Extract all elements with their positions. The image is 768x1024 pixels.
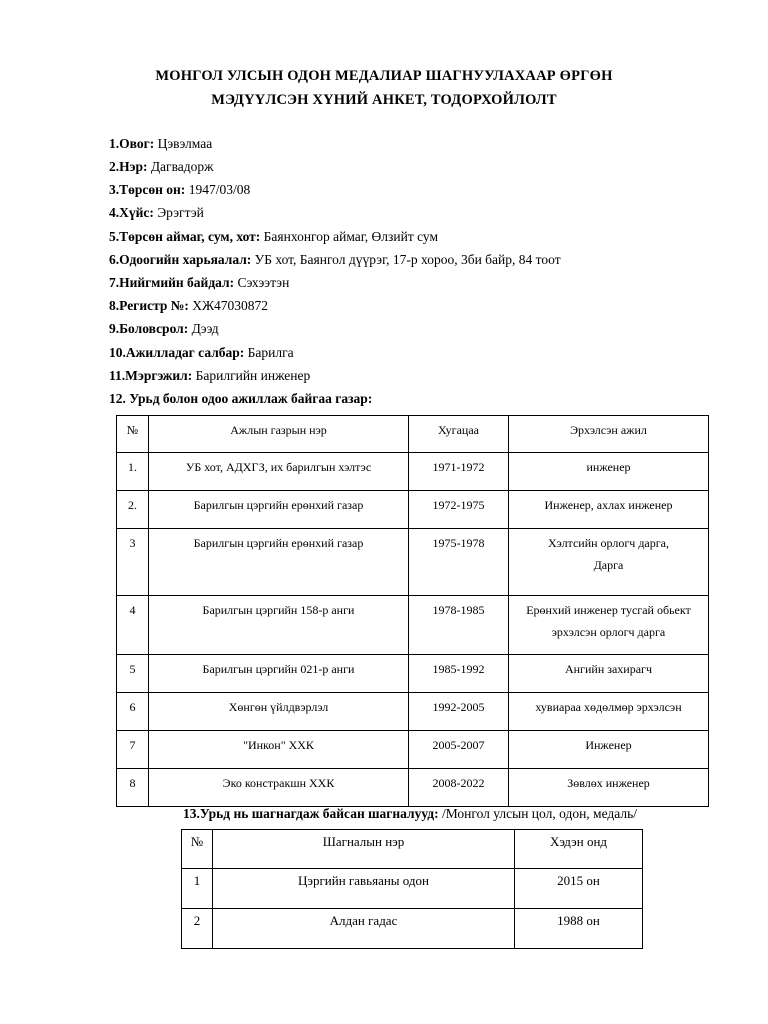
role-line1: Ерөнхий инженер тусгай обьект [526,603,691,617]
cell-award-name: Алдан гадас [213,909,515,949]
cell-workplace: Барилгын цэргийн ерөнхий газар [149,529,409,596]
field-label: 2.Нэр: [109,159,148,174]
field-label: 8.Регистр №: [109,298,189,313]
header-number: № [117,416,149,453]
field-label: 12. Урьд болон одоо ажиллаж байгаа газар: [109,391,373,406]
header-role: Эрхэлсэн ажил [509,416,709,453]
field-profession [109,368,310,384]
cell-period: 2005-2007 [409,731,509,769]
field-value: Эрэгтэй [157,205,204,220]
cell-number: 3 [117,529,149,596]
field-social-status [109,275,289,291]
field-value: Сэхээтэн [237,275,290,290]
cell-workplace: Хөнгөн үйлдвэрлэл [149,693,409,731]
cell-role [509,596,709,655]
cell-number: 6 [117,693,149,731]
table-row [182,909,643,949]
cell-workplace: Барилгын цэргийн 021-р анги [149,655,409,693]
document-title-line1: МОНГОЛ УЛСЫН ОДОН МЕДАЛИАР ШАГНУУЛАХААР ӨРГӨН [155,68,613,84]
field-value: ХЖ47030872 [192,298,269,313]
cell-period: 1972-1975 [409,491,509,529]
table-row [117,491,709,529]
cell-period: 1992-2005 [409,693,509,731]
cell-award-year: 1988 он [515,909,643,949]
field-birth-year [109,182,250,198]
field-label: 4.Хүйс: [109,205,154,220]
field-label: 1.Овог: [109,136,155,151]
cell-role: Зөвлөх инженер [509,769,709,807]
cell-role: Инженер [509,731,709,769]
awards-table [181,829,643,949]
header-period: Хугацаа [409,416,509,453]
cell-workplace: "Инкон" ХХК [149,731,409,769]
cell-number: 8 [117,769,149,807]
cell-award-name: Цэргийн гавьяаны одон [213,869,515,909]
cell-period: 1978-1985 [409,596,509,655]
awards-heading-note: /Монгол улсын цол, одон, медаль/ [441,806,638,821]
table-header-row [117,416,709,453]
cell-number: 5 [117,655,149,693]
role-line2: Дарга [593,558,624,572]
field-birthplace [109,229,438,245]
field-label: 11.Мэргэжил: [109,368,193,383]
cell-role: хувиараа хөдөлмөр эрхэлсэн [509,693,709,731]
field-surname [109,136,212,152]
header-award-year: Хэдэн онд [515,830,643,869]
cell-role [509,529,709,596]
header-workplace: Ажлын газрын нэр [149,416,409,453]
table-row [182,869,643,909]
field-label: 5.Төрсөн аймаг, сум, хот: [109,229,261,244]
role-line1: Хэлтсийн орлогч дарга, [547,536,670,550]
field-label: 7.Нийгмийн байдал: [109,275,235,290]
field-label: 3.Төрсөн он: [109,182,186,197]
cell-workplace: Барилгын цэргийн ерөнхий газар [149,491,409,529]
work-history-table [116,415,709,807]
awards-heading [0,806,768,822]
field-register-number [109,298,268,314]
field-value: Баянхонгор аймаг, Өлзийт сум [263,229,439,244]
field-label: 9.Боловсрол: [109,321,189,336]
cell-number: 7 [117,731,149,769]
field-value: Цэвэлмаа [157,136,213,151]
table-row [117,731,709,769]
cell-number: 1. [117,453,149,491]
awards-heading-label: 13.Урьд нь шагнагдаж байсан шагналууд: [182,806,439,821]
cell-role: Ангийн захирагч [509,655,709,693]
field-value: УБ хот, Баянгол дүүрэг, 17-р хороо, 3би байр, 84 тоот [254,252,561,267]
document-title-line2: МЭДҮҮЛСЭН ХҮНИЙ АНКЕТ, ТОДОРХОЙЛОЛТ [211,92,557,108]
cell-period: 1985-1992 [409,655,509,693]
role-line2: эрхэлсэн орлогч дарга [551,625,666,639]
cell-workplace: УБ хот, АДХГЗ, их барилгын хэлтэс [149,453,409,491]
field-value: Дагвадорж [150,159,214,174]
cell-role: Инженер, ахлах инженер [509,491,709,529]
table-row [117,596,709,655]
cell-number: 2. [117,491,149,529]
field-education [109,321,219,337]
field-value: Барилга [247,345,294,360]
field-sector [109,345,294,361]
table-row [117,529,709,596]
field-value: Барилгийн инженер [195,368,311,383]
cell-workplace: Барилгын цэргийн 158-р анги [149,596,409,655]
table-row [117,769,709,807]
cell-period: 1975-1978 [409,529,509,596]
cell-period: 2008-2022 [409,769,509,807]
table-row [117,655,709,693]
field-label: 6.Одоогийн харьяалал: [109,252,252,267]
header-award-name: Шагналын нэр [213,830,515,869]
table-header-row [182,830,643,869]
cell-period: 1971-1972 [409,453,509,491]
field-current-address [109,252,561,268]
cell-number: 4 [117,596,149,655]
field-gender [109,205,204,221]
field-value: 1947/03/08 [188,182,251,197]
cell-role: инженер [509,453,709,491]
cell-number: 1 [182,869,213,909]
cell-number: 2 [182,909,213,949]
cell-award-year: 2015 он [515,869,643,909]
table-row [117,453,709,491]
header-number: № [182,830,213,869]
field-workplaces-heading [109,391,372,407]
field-label: 10.Ажилладаг салбар: [109,345,245,360]
field-value: Дээд [191,321,219,336]
cell-workplace: Эко констракшн ХХК [149,769,409,807]
field-name [109,159,213,175]
table-row [117,693,709,731]
